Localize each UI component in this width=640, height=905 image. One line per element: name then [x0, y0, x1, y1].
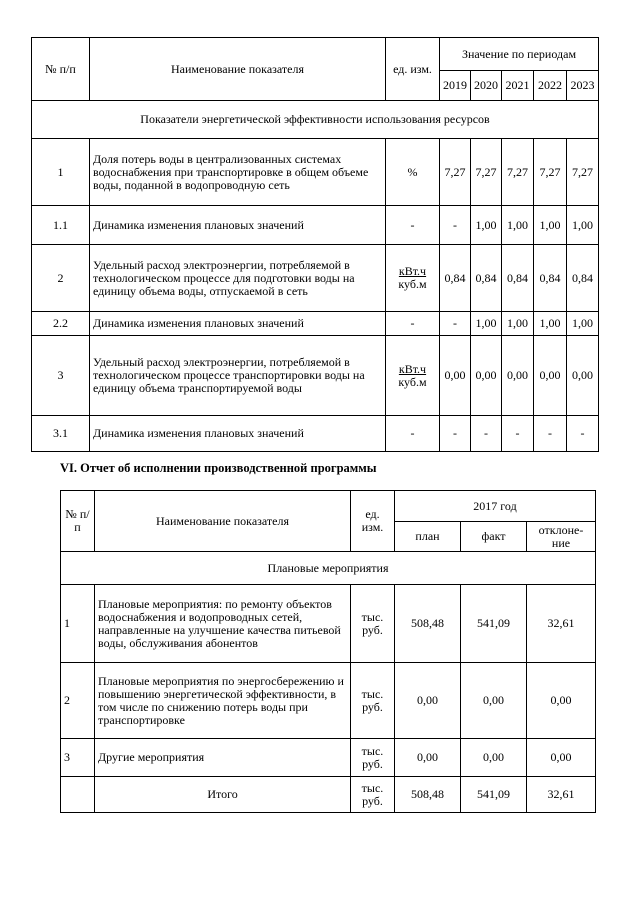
row-value: 7,27 [502, 139, 534, 206]
row-fact: 0,00 [461, 739, 527, 777]
row-name: Удельный расход электроэнергии, потребляемой в технологическом процессе для подготовки воды на единицу объема воды, отпускаемой в сеть [90, 245, 386, 312]
row-unit: тыс. руб. [351, 585, 395, 663]
row-value: - [534, 416, 567, 452]
col-header-year: 2023 [567, 71, 599, 101]
col-header-num: № п/п [61, 491, 95, 552]
row-unit: тыс. руб. [351, 777, 395, 813]
table-row [32, 139, 599, 206]
unit-denominator: куб.м [398, 277, 427, 291]
col-header-num: № п/п [32, 38, 90, 101]
row-value: 7,27 [471, 139, 502, 206]
row-name: Динамика изменения плановых значений [90, 206, 386, 245]
row-name: Плановые мероприятия: по ремонту объектов водоснабжения и водопроводных сетей, направленные на улучшение качества питьевой воды, обслуживания абонентов [95, 585, 351, 663]
col-header-year: 2022 [534, 71, 567, 101]
col-header-year: 2017 год [395, 491, 596, 522]
row-plan: 0,00 [395, 663, 461, 739]
row-plan: 0,00 [395, 739, 461, 777]
col-header-periods: Значение по периодам [440, 38, 599, 71]
table-row [32, 312, 599, 336]
row-unit: тыс. руб. [351, 663, 395, 739]
row-value: 1,00 [567, 312, 599, 336]
production-program-report-table [60, 490, 596, 813]
row-value: 1,00 [471, 312, 502, 336]
row-name: Удельный расход электроэнергии, потребляемой в технологическом процессе транспортировки воды на единицу объема транспортируемой воды [90, 336, 386, 416]
row-num: 1 [61, 585, 95, 663]
col-header-unit: ед. изм. [386, 38, 440, 101]
section-row: Показатели энергетической эффективности использования ресурсов [32, 101, 599, 139]
row-value: - [440, 312, 471, 336]
row-name: Динамика изменения плановых значений [90, 312, 386, 336]
table-row [61, 663, 596, 739]
row-num: 2.2 [32, 312, 90, 336]
row-fact: 0,00 [461, 663, 527, 739]
row-num: 2 [61, 663, 95, 739]
col-header-year: 2021 [502, 71, 534, 101]
row-value: 7,27 [440, 139, 471, 206]
row-value: 0,00 [534, 336, 567, 416]
row-value: 0,00 [440, 336, 471, 416]
col-header-name: Наименование показателя [90, 38, 386, 101]
row-name: Доля потерь воды в централизованных системах водоснабжения при транспортировке в общем объеме воды, поданной в водопроводную сеть [90, 139, 386, 206]
unit-denominator: куб.м [398, 374, 427, 389]
row-value: 0,00 [502, 336, 534, 416]
row-value: - [440, 206, 471, 245]
col-header-plan: план [395, 522, 461, 552]
table-row [32, 336, 599, 416]
row-name: Плановые мероприятия по энергосбережению и повышению энергетической эффективности, в том числе по снижению потерь воды при транспортировке [95, 663, 351, 739]
row-value: 1,00 [534, 206, 567, 245]
row-unit: - [386, 312, 440, 336]
row-value: 0,84 [471, 245, 502, 312]
table-row [32, 206, 599, 245]
col-header-unit: ед. изм. [351, 491, 395, 552]
row-value: 0,84 [502, 245, 534, 312]
section-row: Плановые мероприятия [61, 552, 596, 585]
row-value: 0,84 [567, 245, 599, 312]
row-value: 1,00 [502, 312, 534, 336]
row-value: - [502, 416, 534, 452]
row-fact: 541,09 [461, 585, 527, 663]
row-deviation: 32,61 [527, 777, 596, 813]
row-num [61, 777, 95, 813]
row-value: 7,27 [567, 139, 599, 206]
row-num: 1.1 [32, 206, 90, 245]
total-row [61, 777, 596, 813]
row-deviation: 32,61 [527, 585, 596, 663]
row-unit: - [386, 206, 440, 245]
col-header-deviation: отклоне-ние [527, 522, 596, 552]
row-value: - [567, 416, 599, 452]
table-row [61, 585, 596, 663]
row-value: 0,00 [471, 336, 502, 416]
row-name: Динамика изменения плановых значений [90, 416, 386, 452]
row-name: Другие мероприятия [95, 739, 351, 777]
col-header-name: Наименование показателя [95, 491, 351, 552]
row-value: 0,84 [534, 245, 567, 312]
row-plan: 508,48 [395, 585, 461, 663]
row-num: 1 [32, 139, 90, 206]
row-unit [386, 336, 440, 416]
row-fact: 541,09 [461, 777, 527, 813]
row-value: 0,84 [440, 245, 471, 312]
total-label: Итого [95, 777, 351, 813]
table-row [32, 245, 599, 312]
table-row [61, 739, 596, 777]
section-heading: VI. Отчет об исполнении производственной программы [60, 461, 377, 475]
row-value: 1,00 [534, 312, 567, 336]
col-header-year: 2020 [471, 71, 502, 101]
row-value: - [440, 416, 471, 452]
row-num: 3.1 [32, 416, 90, 452]
row-deviation: 0,00 [527, 663, 596, 739]
row-num: 2 [32, 245, 90, 312]
row-unit: % [386, 139, 440, 206]
row-value: 7,27 [534, 139, 567, 206]
row-num: 3 [61, 739, 95, 777]
energy-efficiency-table [31, 37, 599, 452]
row-unit: тыс. руб. [351, 739, 395, 777]
row-value: 1,00 [502, 206, 534, 245]
row-unit [386, 245, 440, 312]
table-row [32, 416, 599, 452]
unit-numerator: кВт.ч [398, 361, 427, 376]
row-value: - [471, 416, 502, 452]
row-value: 1,00 [567, 206, 599, 245]
row-plan: 508,48 [395, 777, 461, 813]
col-header-year: 2019 [440, 71, 471, 101]
unit-numerator: кВт.ч [398, 264, 427, 278]
row-value: 1,00 [471, 206, 502, 245]
row-num: 3 [32, 336, 90, 416]
col-header-fact: факт [461, 522, 527, 552]
row-deviation: 0,00 [527, 739, 596, 777]
row-value: 0,00 [567, 336, 599, 416]
row-unit: - [386, 416, 440, 452]
